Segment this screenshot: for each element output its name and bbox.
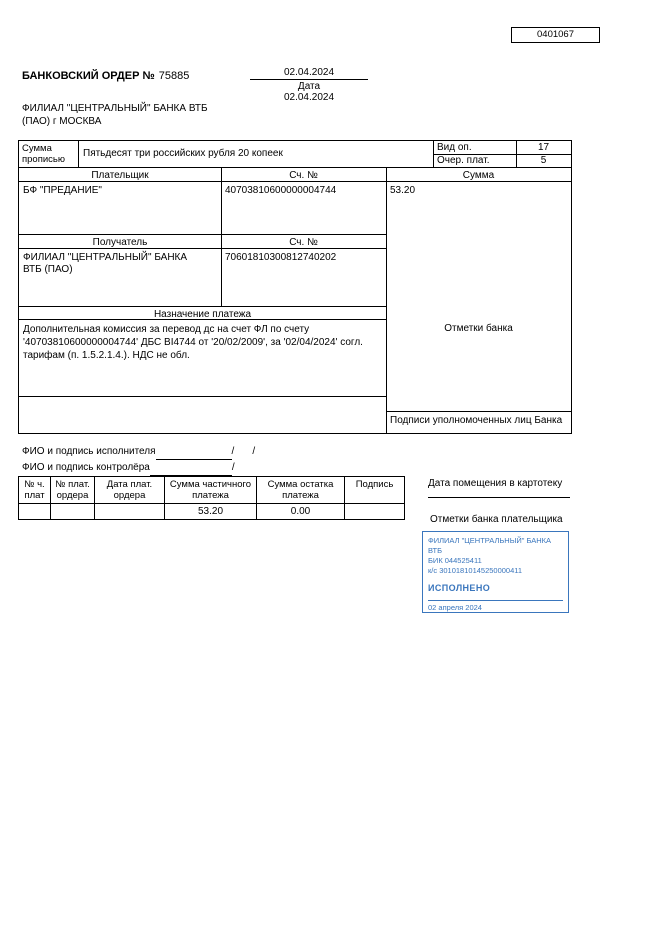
purpose-text: Дополнительная комиссия за перевод дс на счет ФЛ по счету '40703810600000004744' ДБС BI4744 от '20/02/2009', за '02/04/2024' согл. тарифам (п. 1.5.2.1.4.). НДС не обл. [23,324,363,361]
stamp-date: 02 апреля 2024 [428,600,563,613]
partial-payment-amount: 53.20 [165,504,257,520]
grid-line [19,234,386,235]
recipient-name: ФИЛИАЛ "ЦЕНТРАЛЬНЫЙ" БАНКА ВТБ (ПАО) [23,252,188,275]
col-header: Сумма частичного платежа [165,477,257,504]
table-cell [19,504,51,520]
recipient-account: 70601810300812740202 [225,252,337,263]
stamp-corr-account: к/с 30101810145250000411 [428,566,523,575]
grid-line [433,141,434,167]
fio-controller-line [22,460,255,476]
col-header: Подпись [345,477,405,504]
col-header: № плат. ордера [51,477,95,504]
bank-stamp [422,531,569,613]
grid-line [78,141,79,167]
payer-name: БФ "ПРЕДАНИЕ" [23,185,102,196]
kartoteka-label: Дата помещения в картотеку [428,478,563,489]
col-header: Дата плат. ордера [95,477,165,504]
amount-value: 53.20 [390,185,416,196]
date-label: Дата [297,81,321,92]
grid-line [19,306,386,307]
payment-order-priority-label: Очер. плат. [437,155,490,166]
form-code-box [511,27,600,43]
kartoteka-line [428,497,570,498]
document-title [22,70,189,82]
slash: / [252,446,256,457]
fio-executor-label: ФИО и подпись исполнителя [22,446,156,457]
op-type-value: 17 [537,142,550,153]
table-cell [51,504,95,520]
fio-executor-line [22,444,255,460]
date-value-bottom: 02.04.2024 [283,92,335,103]
recipient-account-label: Сч. № [289,237,318,248]
form-code: 0401067 [537,29,574,40]
payment-order-priority-value: 5 [540,155,547,166]
bank-header-line1: ФИЛИАЛ "ЦЕНТРАЛЬНЫЙ" БАНКА ВТБ [22,103,208,114]
order-number: 75885 [158,70,190,82]
slash: / [231,462,235,473]
title-label: БАНКОВСКИЙ ОРДЕР № [22,70,155,82]
remaining-amount: 0.00 [257,504,345,520]
stamp-bik: БИК 044525411 [428,556,482,565]
op-type-label: Вид оп. [437,142,472,153]
payer-account-label: Сч. № [289,170,318,181]
table-cell [95,504,165,520]
payer-account: 40703810600000004744 [225,185,337,196]
main-form-table [18,140,572,434]
amount-words-label: Сумма прописью [22,143,65,165]
recipient-label: Получатель [92,237,148,248]
controller-signature-line [150,465,232,476]
grid-line [19,396,386,397]
amount-label: Сумма [462,170,495,181]
fio-controller-label: ФИО и подпись контролёра [22,462,150,473]
grid-line [386,411,571,412]
date-block [250,67,368,103]
stamp-status: ИСПОЛНЕНО [428,583,491,593]
stamp-bank-name: ФИЛИАЛ "ЦЕНТРАЛЬНЫЙ" БАНКА ВТБ [428,536,552,555]
payer-label: Плательщик [91,170,149,181]
purpose-label: Назначение платежа [153,309,252,320]
partial-payments-value-row [19,504,405,520]
col-header: Сумма остатка платежа [257,477,345,504]
bank-signatures-label: Подписи уполномоченных лиц Банка [390,415,563,426]
date-value-top: 02.04.2024 [250,67,368,80]
col-header: № ч. плат [19,477,51,504]
amount-words-value: Пятьдесят три российских рубля 20 копеек [83,148,283,159]
grid-line [19,167,571,168]
slash: / [231,446,235,457]
partial-payments-header-row [19,477,405,504]
fio-block [22,444,255,476]
table-cell [345,504,405,520]
bank-marks-label: Отметки банка [444,323,513,334]
bank-header-line2: (ПАО) г МОСКВА [22,116,102,127]
bank-header [22,102,208,128]
partial-payments-table [18,476,405,520]
payer-bank-marks-label: Отметки банка плательщика [430,514,563,525]
grid-line [386,167,387,433]
executor-signature-line [156,449,232,460]
